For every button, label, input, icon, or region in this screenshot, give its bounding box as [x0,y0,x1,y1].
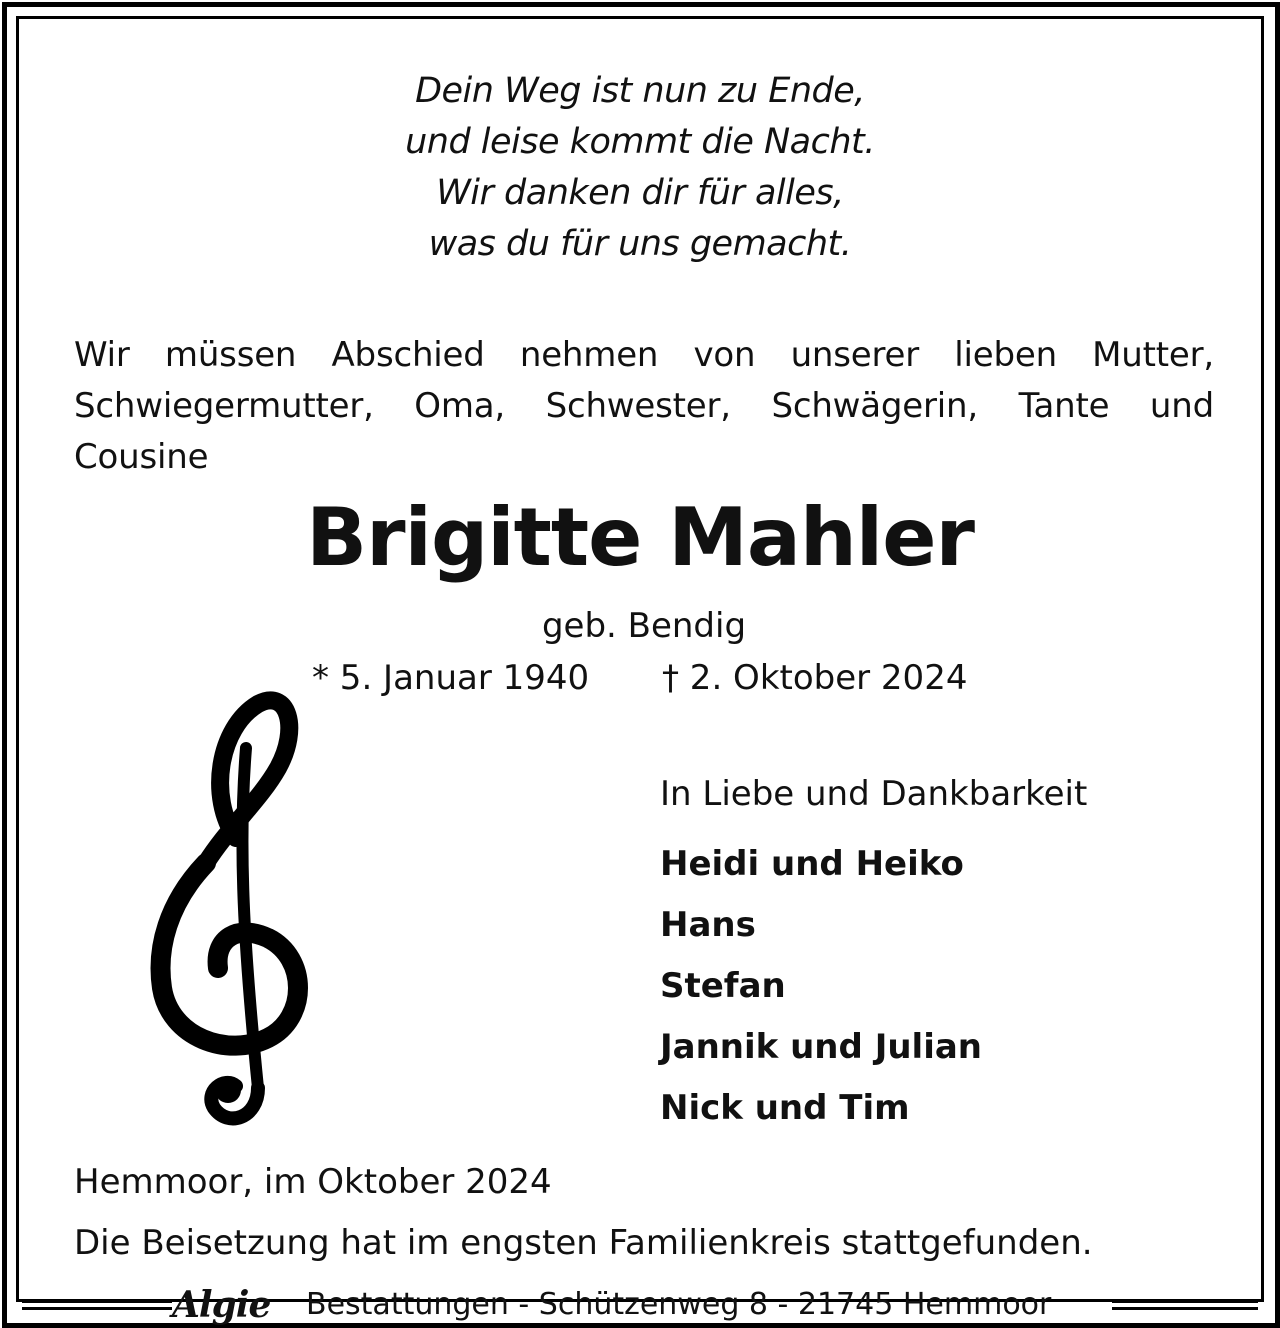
family-list [660,840,982,1145]
funeral-home-address: Bestattungen - Schützenweg 8 - 21745 Hemmoor [306,1287,1052,1322]
family-member: Stefan [660,966,786,1006]
death-date: † 2. Oktober 2024 [662,658,968,698]
poem [0,66,1280,270]
funeral-home-logo: Algie [172,1284,271,1326]
poem-line: Wir danken dir für alles, [436,173,844,213]
maiden-name: geb. Bendig [541,606,747,646]
poem-line: was du für uns gemacht. [428,224,852,264]
poem-line: und leise kommt die Nacht. [405,122,875,162]
footer-rule-right [1112,1300,1258,1310]
family-member: Hans [660,905,756,945]
intro-text [74,330,1214,483]
burial-note: Die Beisetzung hat im engsten Familienkreis stattgefunden. [74,1223,1093,1263]
treble-clef-icon [148,688,320,1140]
footer [0,1282,1280,1328]
footer-rule-left [22,1300,172,1310]
family-member: Nick und Tim [660,1088,910,1128]
thanks-line: In Liebe und Dankbarkeit [660,774,1088,814]
deceased-name: Brigitte Mahler [306,491,974,584]
intro-line: Schwiegermutter, Oma, Schwester, Schwägerin, Tante und [74,386,1214,426]
place-date: Hemmoor, im Oktober 2024 [74,1162,552,1202]
intro-line: Cousine [74,437,209,477]
intro-line: Wir müssen Abschied nehmen von unserer lieben Mutter, [74,335,1214,375]
family-member: Heidi und Heiko [660,844,964,884]
family-member: Jannik und Julian [660,1027,983,1067]
poem-line: Dein Weg ist nun zu Ende, [415,71,865,111]
birth-date: * 5. Januar 1940 [312,658,590,698]
